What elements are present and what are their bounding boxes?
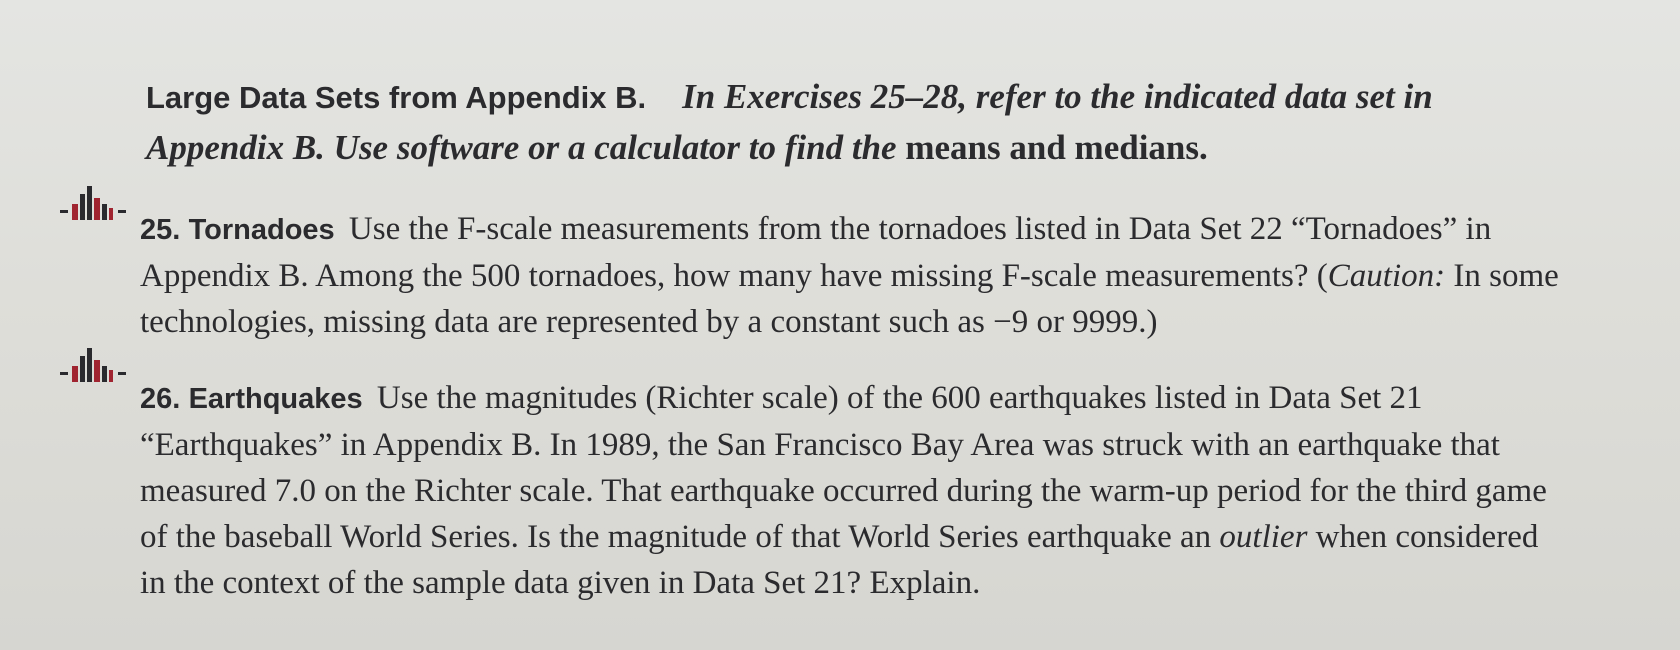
exercise-text: Use the magnitudes (Richter scale) of the 600 earthquakes listed in Data Set 21 “Earthquakes” in Appendix B. In 1989, the San Francisco Bay Area was struck with an earthquake that measured 7.0 on the Richter scale. That earthquake occurred during the warm-up period for the third game of the baseball World Series. Is the magnitude of that World Series earthquake an bbox=[140, 380, 1547, 555]
exercise-25 bbox=[140, 206, 1570, 345]
exercise-number: 25. bbox=[140, 214, 181, 246]
data-set-icon bbox=[58, 186, 138, 226]
caution-label: Caution: bbox=[1327, 258, 1446, 294]
exercise-text-continued: In some technologies, missing data are represented by a constant such as −9 or 9999.) bbox=[140, 258, 1559, 340]
outlier-term: outlier bbox=[1219, 519, 1308, 555]
exercise-title: Tornadoes bbox=[188, 214, 335, 246]
exercise-26 bbox=[140, 375, 1570, 606]
exercise-text: Use the F-scale measurements from the tornadoes listed in Data Set 22 “Tornadoes” in Appendix B. Among the 500 tornadoes, how many have missing F-scale measurements? ( bbox=[140, 211, 1492, 294]
section-instructions-emphasis: means and medians. bbox=[905, 128, 1208, 167]
section-instructions: In Exercises 25–28, refer to the indicated data set in Appendix B. Use software or a calculator to find the bbox=[146, 77, 1433, 167]
exercise-text-continued: when considered in the context of the sample data given in Data Set 21? Explain. bbox=[140, 519, 1539, 601]
data-set-icon bbox=[58, 348, 138, 388]
section-heading: Large Data Sets from Appendix B. bbox=[146, 80, 647, 115]
section-intro bbox=[146, 72, 1566, 173]
exercise-number: 26. bbox=[140, 383, 181, 415]
exercise-title: Earthquakes bbox=[188, 383, 363, 415]
